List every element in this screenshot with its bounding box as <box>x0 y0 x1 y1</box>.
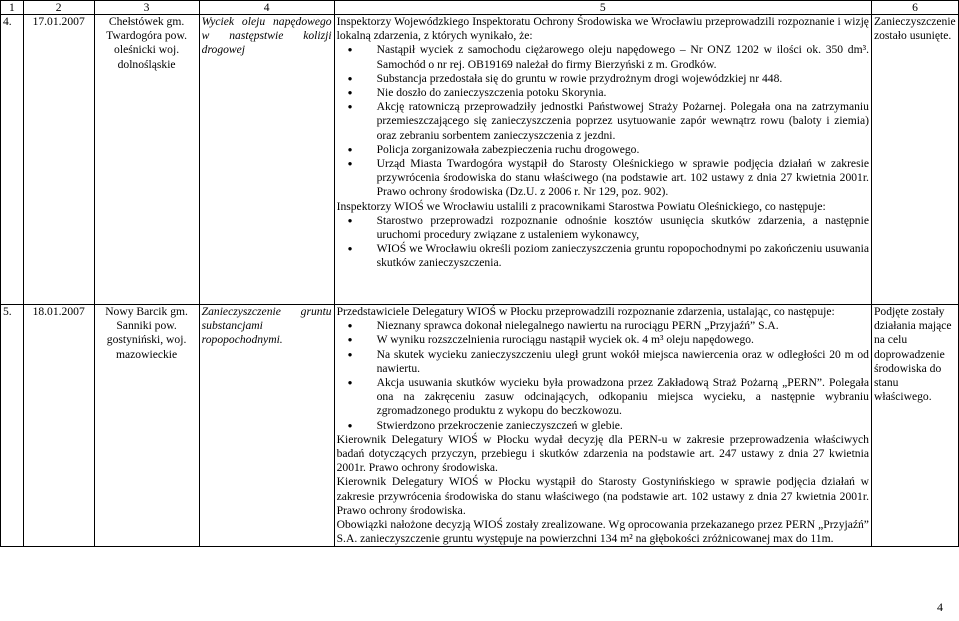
incident-type: Zanieczyszczenie gruntu substancjami ropopochodnymi. <box>199 305 334 547</box>
findings-list <box>337 43 869 199</box>
header-col-3: 3 <box>94 1 199 15</box>
finding-item: ● Nie doszło do zanieczyszczenia potoku Skorynia. <box>337 86 869 100</box>
incident-description <box>334 15 871 305</box>
header-col-2: 2 <box>23 1 94 15</box>
finding-item: ● Urząd Miasta Twardogóra wystąpił do Starosty Oleśnickiego w sprawie podjęcia działań w zakresie przywrócenia środowiska do stanu właściwego (na podstawie art. 102 ustawy z dnia 27 kwietnia 2001r. Prawo ochrony środowiska (Dz.U. z 2006 r. Nr 129, poz. 902). <box>337 157 869 200</box>
finding-item: ● Policja zorganizowała zabezpieczenia ruchu drogowego. <box>337 143 869 157</box>
findings-list <box>337 319 869 433</box>
header-col-6: 6 <box>871 1 958 15</box>
incident-number: 5. <box>1 305 24 547</box>
incident-location: Chełstówek gm. Twardogóra pow. oleśnicki woj. dolnośląskie <box>94 15 199 305</box>
finding-item: ● W wyniku rozszczelnienia rurociągu nastąpił wyciek ok. 4 m³ oleju napędowego. <box>337 333 869 347</box>
finding-item: ● Akcja usuwania skutków wycieku była prowadzona przez Zakładową Straż Pożarną „PERN”. Polegała ona na zakręceniu zasuw odcinających, odkopaniu miejsca wycieku, a następnie wybraniu zgromadzonego produktu z wykopu do beczkowozu. <box>337 376 869 419</box>
incident-row-5 <box>1 305 959 547</box>
description-paragraph: Kierownik Delegatury WIOŚ w Płocku wystąpił do Starosty Gostynińskiego w sprawie podjęcia działań w zakresie przywrócenia środowiska do stanu właściwego (na podstawie art. 102 ustawy z dnia 27 kwietnia 2001r. Prawo ochrony środowiska. <box>336 475 869 517</box>
description-paragraph: Kierownik Delegatury WIOŚ w Płocku wydał decyzję dla PERN-u w zakresie przeprowadzenia właściwych badań dotyczących przyczyn, przebiegu i skutków zdarzenia na podstawie art. 247 ustawy z dnia 27 kwietnia 2001r. Prawo ochrony środowiska. <box>336 432 869 475</box>
description-intro: Inspektorzy Wojewódzkiego Inspektoratu Ochrony Środowiska we Wrocławiu przeprowadzili rozpoznanie i wizję lokalną zdarzenia, z których wynikało, że: <box>336 15 869 43</box>
finding-item: ● Substancja przedostała się do gruntu w rowie przydrożnym drogi wojewódzkiej nr 448. <box>337 72 869 86</box>
arrangements-list <box>337 214 869 271</box>
incident-date: 18.01.2007 <box>23 305 94 547</box>
header-row <box>1 1 959 15</box>
finding-item: ● Nastąpił wyciek z samochodu ciężarowego oleju napędowego – Nr ONZ 1202 w ilości ok. 350 dm³. Samochód o nr rej. OB19169 należał do firmy Bierzyński z m. Grodków. <box>337 43 869 71</box>
incident-result: Zanieczyszczenie zostało usunięte. <box>871 15 958 305</box>
arrangement-item: ● WIOŚ we Wrocławiu określi poziom zanieczyszczenia gruntu ropopochodnymi po zakończeniu usuwania skutków zanieczyszczenia. <box>337 242 869 270</box>
header-col-4: 4 <box>199 1 334 15</box>
finding-item: ● Na skutek wycieku zanieczyszczeniu uległ grunt wokół miejsca nawiercenia oraz w odległości 20 m od nawiertu. <box>337 348 869 376</box>
incident-number: 4. <box>1 15 24 305</box>
finding-item: ● Nieznany sprawca dokonał nielegalnego nawiertu na rurociągu PERN „Przyjaźń” S.A. <box>337 319 869 333</box>
incident-result: Podjęte zostały działania mające na celu doprowadzenie środowiska do stanu właściwego. <box>871 305 958 547</box>
header-col-5: 5 <box>334 1 871 15</box>
incident-row-4 <box>1 15 959 305</box>
finding-item: ● Akcję ratowniczą przeprowadziły jednostki Państwowej Straży Pożarnej. Polegała ona na zatrzymaniu przemieszczającego się zanieczyszczenia poprzez usytuowanie zapór wewnątrz rowu (baloty i ziemia) oraz zebraniu sorbentem zanieczyszczenia z jezdni. <box>337 100 869 143</box>
incident-location: Nowy Barcik gm. Sanniki pow. gostyniński, woj. mazowieckie <box>94 305 199 547</box>
description-mid: Inspektorzy WIOŚ we Wrocławiu ustalili z pracownikami Starostwa Powiatu Oleśnickiego, co następuje: <box>336 199 826 213</box>
page-number: 4 <box>937 600 943 614</box>
header-col-1: 1 <box>1 1 24 15</box>
description-intro: Przedstawiciele Delegatury WIOŚ w Płocku przeprowadzili rozpoznanie zdarzenia, ustalając, co następuje: <box>336 305 835 318</box>
incident-date: 17.01.2007 <box>23 15 94 305</box>
finding-item: ● Stwierdzono przekroczenie zanieczyszczeń w glebie. <box>337 419 869 433</box>
incident-type: Wyciek oleju napędowego w następstwie kolizji drogowej <box>199 15 334 305</box>
description-paragraph: Obowiązki nałożone decyzją WIOŚ zostały zrealizowane. Wg oprocowania przekazanego przez PERN „Przyjaźń” S.A. zanieczyszczenie gruntu występuje na powierzchni 134 m² na głębokości zróżnicowanej max do 11m. <box>336 518 869 546</box>
arrangement-item: ● Starostwo przeprowadzi rozpoznanie odnośnie kosztów usunięcia skutków zdarzenia, a następnie uruchomi procedury związane z ustaleniem wykonawcy, <box>337 214 869 242</box>
incident-description <box>334 305 871 547</box>
